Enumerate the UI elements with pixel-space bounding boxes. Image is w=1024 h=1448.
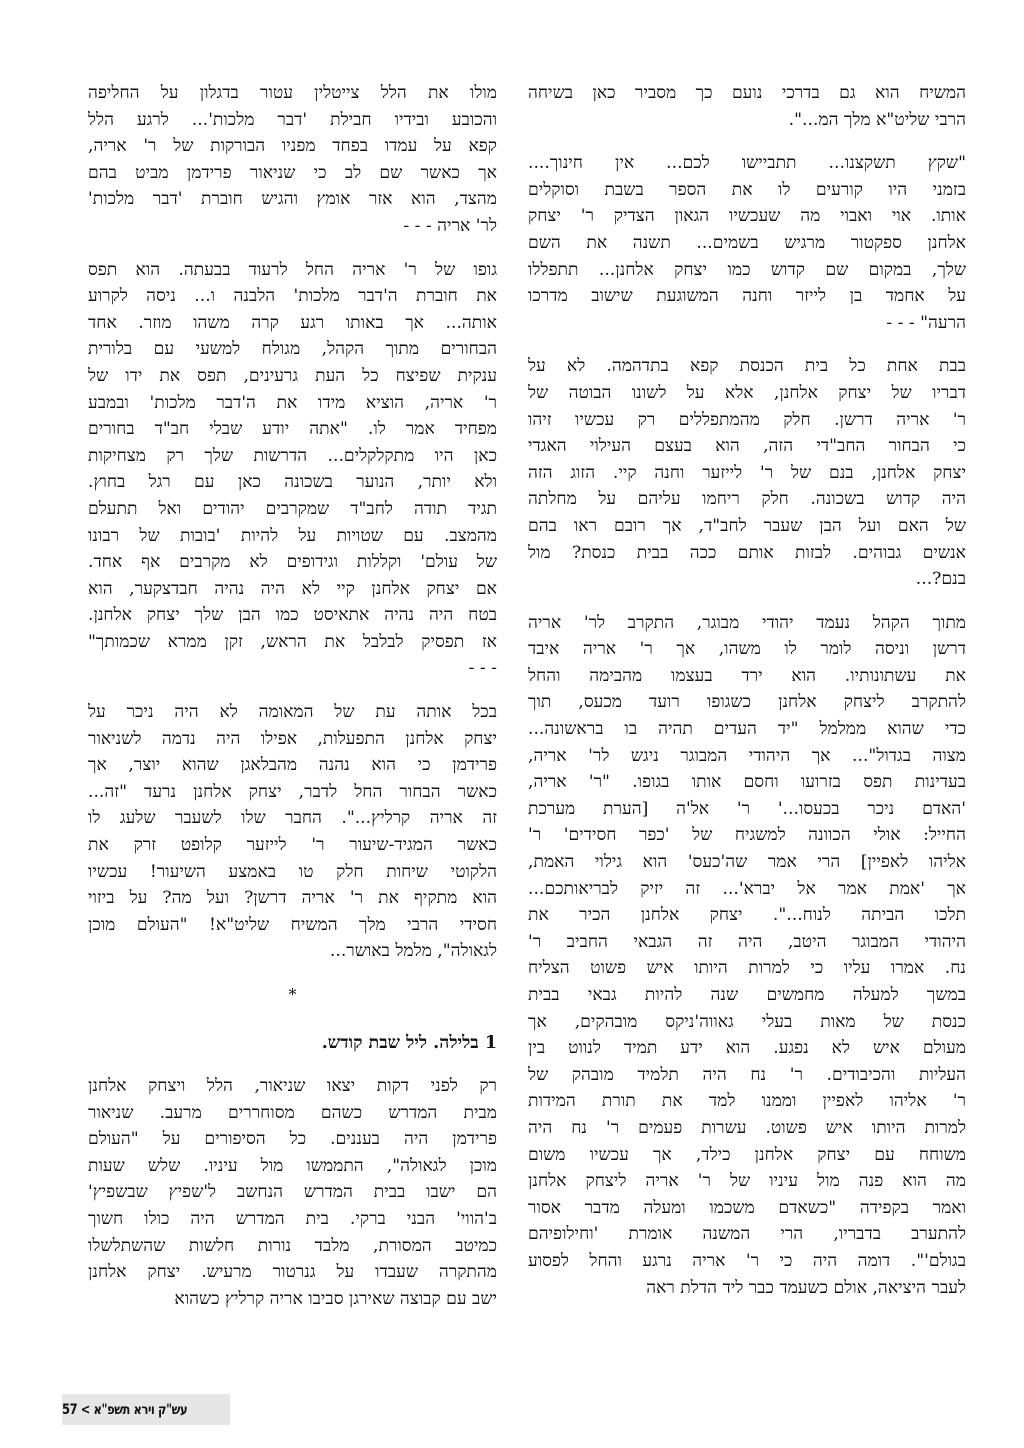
text-line: כאן היו מתקלקלים... הדרשות שלך רק מצחיקות bbox=[88, 445, 497, 466]
footer-separator-icon: > bbox=[80, 1401, 90, 1418]
footer-publication: עש"ק וירא תשפ"א bbox=[93, 1401, 188, 1418]
text-line: מהתקרה שעבדו על גנרטור מרעיש. יצחק אלחנן bbox=[88, 1262, 497, 1283]
text-line: מעולם איש לא נפגע. הוא ידע תמיד לנווט בין bbox=[528, 1038, 966, 1059]
text-line: יצחק אלחנן, בנם של ר' לייזער וחנה קיי. הזוג הזה bbox=[528, 462, 966, 483]
right-column bbox=[528, 80, 966, 1318]
text-line: יצחק אלחנן התפעלות, אפילו היה נדמה לשניאור bbox=[88, 728, 497, 749]
text-line: מתוך הקהל נעמד יהודי מבוגר, התקרב לר' אריה bbox=[528, 612, 966, 633]
footer-page-number: 57 bbox=[62, 1401, 78, 1418]
text-line: ישב עם קבוצה שאירגן סביבו אריה קרליץ כשהוא bbox=[174, 1288, 497, 1309]
text-line: היהודי המבוגר היטב, היה זה הגבאי החביב ר' bbox=[528, 931, 966, 952]
text-line: להתקרב ליצחק אלחנן כשגופו רועד מכעס, תוך bbox=[528, 692, 966, 713]
text-line: פרידמן כי הוא נהנה מהבלאגן שהוא יוצר, אך bbox=[88, 755, 497, 776]
text-line: אותו. אוי ואבוי מה שעכשיו הגאון הצדיק ר' יצחק bbox=[528, 206, 966, 227]
text-line: ב'הווי' הבני ברקי. בית המדרש היה כולו חשוך bbox=[88, 1208, 497, 1229]
text-line: במשך למעלה מחמשים שנה להיות גבאי בבית bbox=[528, 985, 966, 1005]
text-line: והכובע ובידיו חבילת 'דבר מלכות'... לרגע הלל bbox=[88, 109, 497, 130]
text-line: מולו את הלל צייטלין עטור בדגלון על החליפה bbox=[88, 83, 497, 103]
text-line: 'האדם ניכר בכעסו...' ר' אל'ה [הערת מערכת bbox=[528, 798, 966, 819]
text-line: ר' אריה, הוציא מידו את ה'דבר מלכות' ובמבע bbox=[88, 392, 497, 413]
section-separator: * bbox=[288, 985, 297, 1004]
text-line: דבריו של יצחק אלחנן, אלא על לשונו הבוטה של bbox=[528, 382, 966, 403]
text-line: אנשים גבוהים. לבזות אותם ככה בבית כנסת? מול bbox=[528, 542, 966, 563]
text-line: בכל אותה עת של המאומה לא היה ניכר על bbox=[88, 702, 497, 723]
text-line: בטח היה נהיה אתאיסט כמו הבן שלך יצחק אלחנן. bbox=[88, 605, 497, 626]
text-line: משוחח עם יצחק אלחנן כילד, אך עכשיו משום bbox=[528, 1144, 966, 1165]
text-line: ולא יותר, הנוער בשכונה כאן עם רגל בחוץ. bbox=[88, 472, 497, 493]
text-line: הם ישבו בבית המדרש הנחשב ל'שפיץ שבשפיץ' bbox=[88, 1182, 497, 1203]
left-column-top-paragraphs bbox=[88, 80, 497, 965]
paragraph bbox=[88, 1073, 497, 1312]
left-column-bottom-paragraphs bbox=[88, 1073, 497, 1312]
text-line: בגולם'". דומה היה כי ר' אריה נרגע והחל לפסוע bbox=[528, 1250, 966, 1271]
text-line: הוא מתקיף את ר' אריה דרשן? ועל מה? על ביזוי bbox=[88, 888, 497, 909]
text-line: נח. אמרו עליו כי למרות היותו איש פשוט הצליח bbox=[528, 958, 966, 979]
text-line: הרבי שליט"א מלך המ...". bbox=[788, 109, 966, 130]
section-heading: 1 בלילה. ליל שבת קודש. bbox=[321, 1033, 497, 1053]
text-line: מהצד, הוא אזר אומץ והגיש חוברת 'דבר מלכות' bbox=[88, 189, 497, 210]
text-line: אליהו לאפיין] הרי אמר שה'כעס' הוא גילוי האמת, bbox=[528, 852, 966, 873]
text-line: לעבר היציאה, אולם כשעמד כבר ליד הדלת ראה bbox=[646, 1277, 966, 1298]
text-line: של עולם' וקללות וגידופים לא מקרבים אף אחד. bbox=[88, 552, 497, 573]
text-line: כאשר הבחור החל לדבר, יצחק אלחנן נרעד "זה... bbox=[88, 781, 497, 802]
paragraph bbox=[528, 353, 966, 592]
paragraph bbox=[528, 150, 966, 336]
text-line: בבת אחת כל בית הכנסת קפא בתדהמה. לא על bbox=[528, 356, 966, 377]
text-line: מבית המדרש כשהם מסוחררים מרעב. שניאור bbox=[88, 1102, 497, 1123]
text-line: מוכן לגאולה", התממשו מול עיניו. שלש שעות bbox=[88, 1155, 497, 1176]
text-line: הרעה" - - - bbox=[886, 312, 966, 333]
page-footer bbox=[62, 1394, 230, 1425]
text-line: למרות היותו איש פשוט. עשרות פעמים ר' נח היה bbox=[528, 1117, 966, 1138]
text-line: מפחיד אמר לו. "אתה יודע שבלי חב"ד בחורים bbox=[88, 419, 497, 440]
text-line: ואמר בקפידה "כשאדם משכמו ומעלה מדבר אסור bbox=[528, 1197, 966, 1218]
text-line: - - - bbox=[468, 658, 497, 679]
text-line: אך כאשר שם לב כי שניאור פרידמן מביט בהם bbox=[88, 162, 497, 183]
text-line: כי הבחור החב"די הזה, הוא בעצם העילוי האגדי bbox=[528, 436, 966, 457]
text-line: ר' אריה דרשן. חלק מהמתפללים רק עכשיו זיהו bbox=[528, 409, 966, 430]
text-line: ר' אליהו לאפיין וממנו למד את תורת המידות bbox=[528, 1091, 966, 1112]
text-line: תגיד תודה לחב"ד שמקרבים יהודים ואל תתעלם bbox=[88, 498, 497, 519]
text-line: מה הוא פנה מול עיניו של ר' אריה ליצחק אלחנן bbox=[528, 1171, 966, 1192]
text-line: אז תפסיק לבלבל את הראש, זקן ממרא שכמותך" bbox=[88, 631, 497, 652]
paragraph bbox=[528, 610, 966, 1301]
text-line: הבחורים מתוך הקהל, מגולח למשעי עם בלורית bbox=[88, 339, 497, 360]
text-line: הלקוטי שיחות חלק טו באמצע השיעור! עכשיו bbox=[88, 861, 497, 882]
text-line: העליות והכיבודים. ר' נח היה תלמיד מובהק של bbox=[528, 1064, 966, 1085]
paragraph bbox=[88, 80, 497, 240]
text-line: ענקית שפיצח כל העת גרעינים, תפס את ידו של bbox=[88, 365, 497, 386]
paragraph bbox=[88, 257, 497, 683]
text-line: את חוברת ה'דבר מלכות' הלבנה ו... ניסה לקרוע bbox=[88, 286, 497, 307]
text-line: רק לפני דקות יצאו שניאור, הלל ויצחק אלחנן bbox=[88, 1076, 497, 1096]
text-line: חסידי הרבי מלך המשיח שליט"א! "העולם מוכן bbox=[88, 914, 497, 935]
text-line: דרשן וניסה לומר לו משהו, אך ר' אריה איבד bbox=[528, 639, 966, 660]
text-line: אותה... אך באותו רגע קרה משהו מוזר. אחד bbox=[88, 312, 497, 333]
text-line: בעדינות תפס בזרועו וחסם אותו בגופו. "ר' אריה, bbox=[528, 772, 966, 793]
text-line: קפא על עמדו בפחד מפניו הבורקות של ר' אריה, bbox=[88, 136, 497, 157]
text-line: היה קדוש בשכונה. חלק ריחמו עליהם על מחלתה bbox=[528, 489, 966, 510]
text-line: גופו של ר' אריה החל לרעוד בבעתה. הוא תפס bbox=[88, 259, 497, 280]
text-line: שלך, במקום שם קדוש כמו יצחק אלחנן... תתפללו bbox=[528, 259, 966, 280]
text-line: "שקץ תשקצנו... תתביישו לכם... אין חינוך.... bbox=[528, 153, 966, 174]
text-line: מהמצב. עם שטויות על להיות 'בובות של רבונו bbox=[88, 525, 497, 546]
text-line: כמיטב המסורת, מלבד נורות חלשות שהשתלשלו bbox=[88, 1235, 497, 1256]
paragraph bbox=[88, 699, 497, 965]
text-line: אך 'אמת אמר אל יברא'... זה יזיק לבריאותכם... bbox=[528, 878, 966, 899]
text-line: להתערב בדבריו, הרי המשנה אומרת 'וחילופיהם bbox=[528, 1224, 966, 1245]
text-line: החייל: אולי הכוונה למשגיח של 'כפר חסידים' ר' bbox=[528, 825, 966, 846]
text-line: כדי שהוא ממלמל "יד העדים תהיה בו בראשונה... bbox=[528, 719, 966, 740]
text-line: את עשתונותיו. הוא ירד בעצמו מהבימה והחל bbox=[528, 665, 966, 686]
text-line: של האם ועל הבן שעבר לחב"ד, אך רובם ראו בהם bbox=[528, 515, 966, 536]
text-line: לגאולה", מלמל באושר... bbox=[329, 941, 497, 962]
text-line: כנסת של מאות בעלי גאווה'ניקס מובהקים, אך bbox=[528, 1011, 966, 1032]
text-line: מצוה בגדול"... אך היהודי המבוגר ניגש לר' אריה, bbox=[528, 745, 966, 766]
text-line: זה אריה קרליץ...". החבר שלו לשעבר שלעג לו bbox=[88, 808, 497, 829]
text-line: אלחנן ספקטור מרגיש בשמים... תשנה את השם bbox=[528, 232, 966, 253]
text-line: כאשר המגיד-שיעור ר' לייזער קלופט זרק את bbox=[88, 835, 497, 856]
left-column bbox=[88, 80, 497, 1329]
text-line: לר' אריה - - - bbox=[403, 215, 497, 236]
text-line: בנם?... bbox=[915, 569, 966, 590]
text-line: אם יצחק אלחנן קיי לא היה נהיה חבדצקער, הוא bbox=[88, 578, 497, 599]
text-line: תלכו הביתה לנוח...". יצחק אלחנן הכיר את bbox=[528, 905, 966, 926]
footer-label bbox=[62, 1402, 187, 1418]
text-line: פרידמן היה בעננים. כל הסיפורים על "העולם bbox=[88, 1129, 497, 1150]
text-line: בזמני היו קורעים לו את הספר בשבת וסוקלים bbox=[528, 179, 966, 200]
text-line: המשיח הוא גם בדרכי נועם כך מסביר כאן בשיחה bbox=[528, 83, 966, 103]
paragraph bbox=[528, 80, 966, 133]
text-line: על אחמד בן לייזר וחנה המשוגעת שישוב מדרכו bbox=[528, 286, 966, 307]
